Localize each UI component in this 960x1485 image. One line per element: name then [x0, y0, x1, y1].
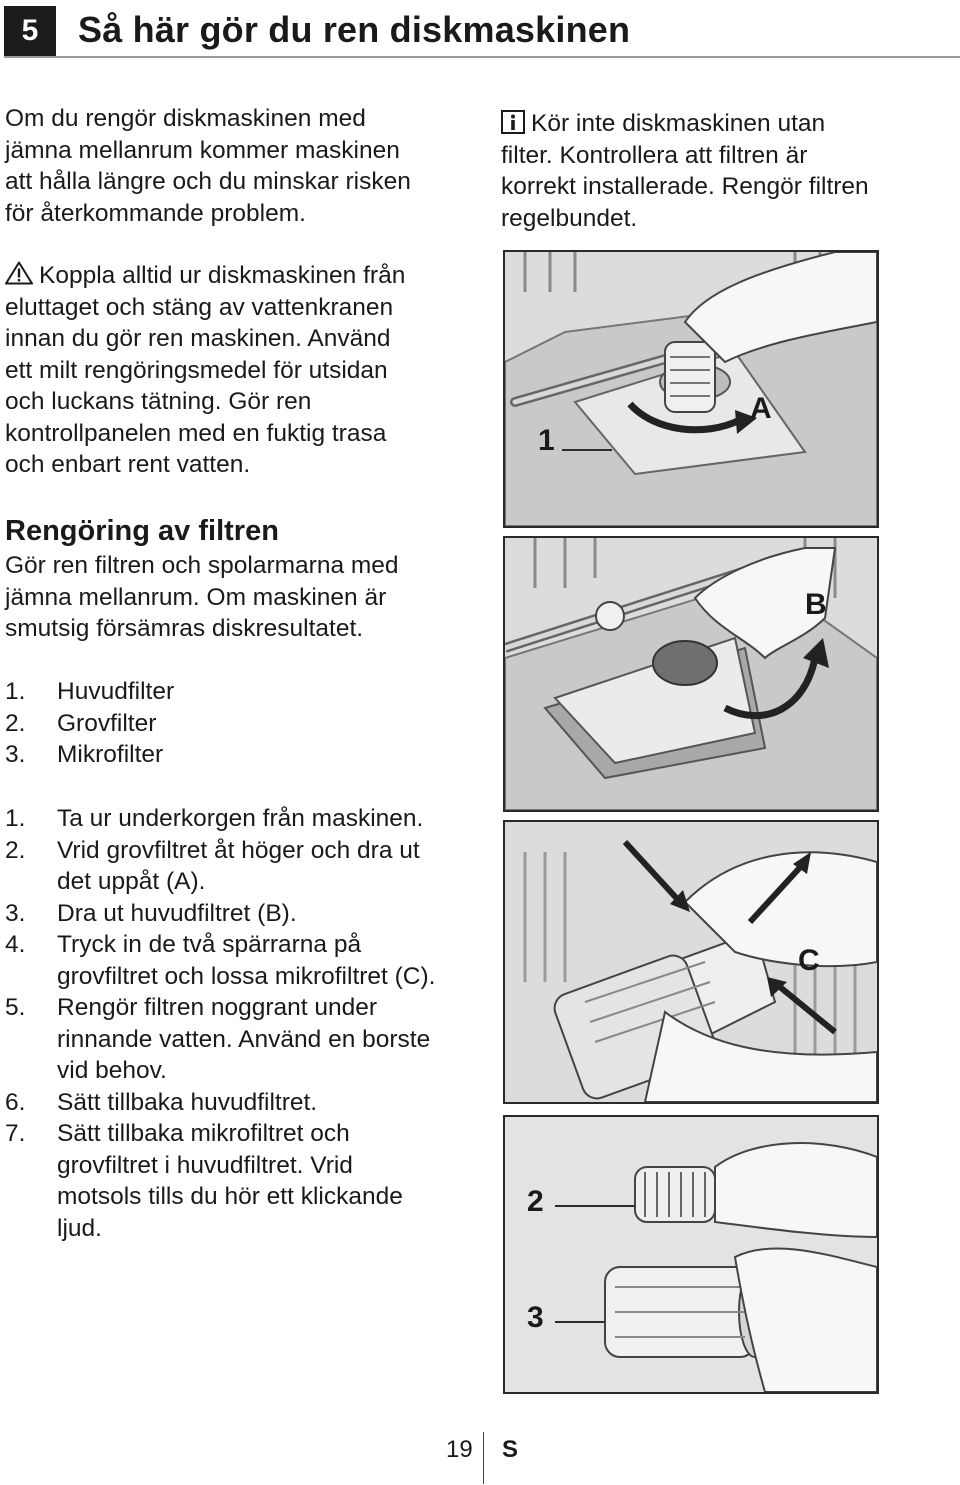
warning-paragraph — [5, 260, 485, 481]
callout-line — [555, 1321, 605, 1323]
intro-line: Om du rengör diskmaskinen med — [5, 105, 366, 132]
info-note — [501, 108, 956, 234]
page-title: Så här gör du ren diskmaskinen — [78, 9, 631, 50]
intro-line: jämna mellanrum kommer maskinen — [5, 136, 400, 164]
warning-line: och luckans tätning. Gör ren — [5, 388, 312, 415]
step-item: 2. Vrid grovfiltret åt höger och dra ut det uppåt (A). — [5, 836, 420, 895]
warning-line: eluttaget och stäng av vattenkranen — [5, 293, 394, 321]
intro-line: att hålla längre och du minskar risken — [5, 168, 411, 195]
filters-line: smutsig försämras diskresultatet. — [5, 615, 364, 642]
figure-label-a: A — [750, 392, 772, 425]
filters-line: jämna mellanrum. Om maskinen är — [5, 583, 387, 611]
illustration-filters-separated — [503, 1115, 879, 1394]
language-code: S — [502, 1436, 519, 1463]
intro-paragraph — [5, 103, 485, 229]
figure-label-c: C — [798, 944, 820, 977]
step-item: 4. Tryck in de två spärrarna på grovfiltret och lossa mikrofiltret (C). — [5, 931, 436, 990]
figure-label-2: 2 — [527, 1185, 544, 1218]
step-item: 3. Dra ut huvudfiltret (B). — [5, 899, 297, 927]
intro-line: för återkommande problem. — [5, 199, 306, 227]
info-icon — [501, 110, 525, 134]
warning-triangle-icon — [5, 261, 33, 285]
warning-line: kontrollpanelen med en fuktig trasa — [5, 419, 387, 447]
illustration-main-filter-removal — [503, 536, 879, 812]
filter-types-list — [5, 676, 485, 771]
filters-heading: Rengöring av filtren — [5, 515, 279, 547]
list-item: 3. Mikrofilter — [5, 741, 164, 768]
step-item: 7. Sätt tillbaka mikrofiltret och grovfiltret i huvudfiltret. Vrid motsols tills du hör ett klickande ljud. — [5, 1120, 403, 1242]
warning-line: ett milt rengöringsmedel för utsidan — [5, 356, 388, 384]
info-line: filter. Kontrollera att filtren är — [501, 141, 808, 169]
step-item: 5. Rengör filtren noggrant under rinnande vatten. Använd en borste vid behov. — [5, 994, 431, 1084]
callout-line — [562, 449, 612, 451]
header-divider — [4, 56, 960, 58]
figure-label-1: 1 — [538, 424, 555, 457]
info-line: korrekt installerade. Rengör filtren — [501, 173, 869, 200]
illustration-micro-filter-release — [503, 820, 879, 1104]
filters-line: Gör ren filtren och spolarmarna med — [5, 552, 399, 579]
filters-paragraph — [5, 550, 485, 645]
callout-line — [555, 1205, 635, 1207]
warning-line: och enbart rent vatten. — [5, 451, 251, 478]
step-item: 1. Ta ur underkorgen från maskinen. — [5, 805, 424, 832]
list-item: 1. Huvudfilter — [5, 678, 175, 705]
info-line: regelbundet. — [501, 204, 638, 232]
section-number-badge — [4, 6, 56, 56]
figure-label-3: 3 — [527, 1301, 544, 1334]
list-item: 2. Grovfilter — [5, 709, 157, 737]
warning-line: innan du gör ren maskinen. Använd — [5, 325, 391, 352]
footer-divider — [483, 1432, 484, 1484]
section-number: 5 — [21, 14, 39, 47]
page-number: 19 — [446, 1436, 473, 1463]
step-item: 6. Sätt tillbaka huvudfiltret. — [5, 1088, 318, 1116]
steps-list — [5, 803, 485, 1244]
illustration-coarse-filter-removal — [503, 250, 879, 528]
info-line: Kör inte diskmaskinen utan — [531, 110, 826, 137]
warning-line: Koppla alltid ur diskmaskinen från — [39, 262, 406, 289]
figure-label-b: B — [805, 588, 827, 621]
